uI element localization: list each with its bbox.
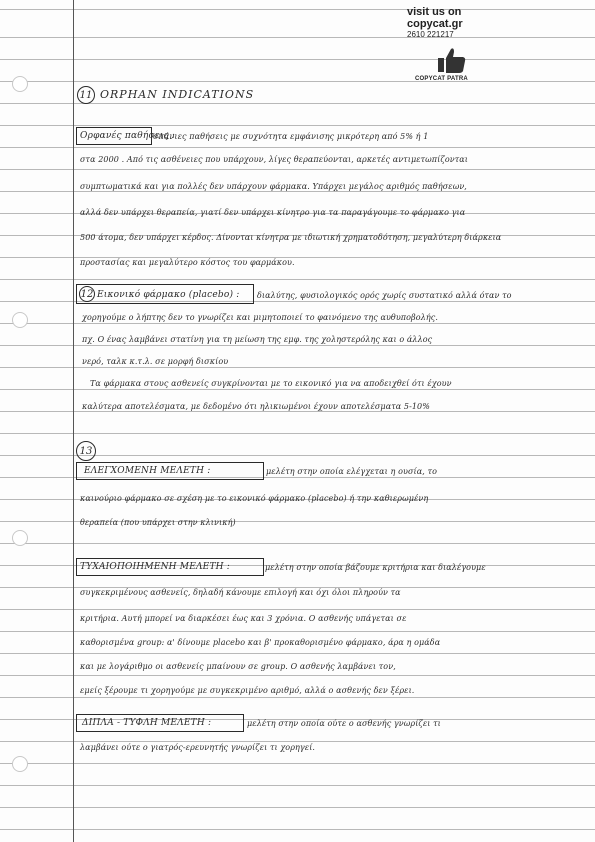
heading-double-blind-study: ΔΙΠΛΑ - ΤΥΦΛΗ ΜΕΛΕΤΗ :	[82, 718, 212, 728]
placebo-line-2: χορηγούμε ο λήπτης δεν το γνωρίζει και μιμητοποιεί το φαινόμενο της αυθυποβολής.	[82, 313, 438, 322]
section-title-orphan-indications: ORPHAN INDICATIONS	[100, 88, 255, 101]
placebo-line-4: νερό, ταλκ κ.τ.λ. σε μορφή δισκίου	[82, 357, 229, 366]
heading-randomized-study: ΤΥΧΑΙΟΠΟΙΗΜΕΝΗ ΜΕΛΕΤΗ :	[80, 562, 230, 572]
copycat-stamp	[407, 6, 527, 82]
random-line-3: κριτήρια. Αυτή μπορεί να διαρκέσει έως και 3 χρόνια. Ο ασθενής υπάγεται σε	[80, 614, 407, 623]
random-line-4: καθορισμένα group: α' δίνουμε placebo και β' προκαθορισμένο φάρμακο, άρα η ομάδα	[80, 638, 441, 647]
orphan-line-6: προστασίας και μεγαλύτερο κόστος του φαρμάκου.	[80, 258, 295, 267]
section-number-11: 11	[77, 86, 95, 104]
punch-hole	[12, 530, 28, 546]
orphan-line-1: σπάνιες παθήσεις με συχνότητα εμφάνισης μικρότερη από 5% ή 1	[153, 132, 429, 141]
double-blind-line-2: λαμβάνει ούτε ο γιατρός-ερευνητής γνωρίζει τι χορηγεί.	[80, 743, 316, 752]
stamp-site-text: copycat.gr	[407, 18, 463, 30]
heading-controlled-study: ΕΛΕΓΧΟΜΕΝΗ ΜΕΛΕΤΗ :	[84, 466, 211, 476]
orphan-line-4: αλλά δεν υπάρχει θεραπεία, γιατί δεν υπάρχει κίνητρο για τα παραγάγουμε το φάρμακο για	[80, 208, 466, 217]
heading-orphan-diseases: Ορφανές παθήσεις :	[80, 131, 176, 141]
section-number-12: 12	[79, 286, 95, 302]
random-line-2: συγκεκριμένους ασθενείς, δηλαδή κάνουμε επιλογή και όχι όλοι πληρούν τα	[80, 588, 401, 597]
random-line-5: και με λογάριθμο οι ασθενείς μπαίνουν σε group. Ο ασθενής λαμβάνει τον,	[80, 662, 396, 671]
punch-hole	[12, 76, 28, 92]
section-number-13: 13	[76, 441, 96, 461]
random-line-1: μελέτη στην οποία βάζουμε κριτήρια και διαλέγουμε	[265, 563, 486, 572]
placebo-line-6: καλύτερα αποτελέσματα, με δεδομένο ότι ηλικιωμένοι έχουν αποτελέσματα 5-10%	[82, 402, 430, 411]
orphan-line-2: στα 2000 . Από τις ασθένειες που υπάρχουν, λίγες θεραπεύονται, αρκετές αντιμετωπίζονται	[80, 155, 468, 164]
placebo-line-1: διαλύτης, φυσιολογικός ορός χωρίς συστατικό αλλά όταν το	[257, 291, 512, 300]
orphan-line-3: συμπτωματικά και για πολλές δεν υπάρχουν φάρμακα. Υπάρχει μεγάλος αριθμός παθήσεων,	[80, 182, 467, 191]
thumbs-up-icon	[437, 46, 467, 74]
orphan-line-5: 500 άτομα, δεν υπάρχει κέρδος. Δίνονται κίνητρα με ιδιωτική χρηματοδότηση, μεγαλύτερη διάρκεια	[80, 233, 502, 242]
random-line-6: εμείς ξέρουμε τι χορηγούμε με συγκεκριμένο αριθμό, αλλά ο ασθενής δεν ξέρει.	[80, 686, 415, 695]
stamp-visit-text: visit us on	[407, 6, 462, 18]
margin-line	[73, 0, 74, 842]
punch-hole	[12, 312, 28, 328]
punch-hole	[12, 756, 28, 772]
placebo-line-3: πχ. Ο ένας λαμβάνει στατίνη για τη μείωση της εμφ. της χοληστερόλης και ο άλλος	[82, 335, 433, 344]
stamp-caption: COPYCAT PATRA	[415, 76, 468, 82]
double-blind-line-1: μελέτη στην οποία ούτε ο ασθενής γνωρίζει τι	[247, 719, 441, 728]
controlled-line-2: καινούριο φάρμακο σε σχέση με το εικονικό φάρμακο (placebo) ή την καθιερωμένη	[80, 494, 429, 503]
stamp-phone-text: 2610 221217	[407, 30, 454, 39]
placebo-line-5: Τα φάρμακα στους ασθενείς συγκρίνονται με το εικονικό για να αποδειχθεί ότι έχουν	[90, 379, 452, 388]
controlled-line-3: θεραπεία (που υπάρχει στην κλινική)	[80, 518, 236, 527]
heading-placebo: Εικονικό φάρμακο (placebo) :	[97, 290, 240, 300]
controlled-line-1: μελέτη στην οποία ελέγχεται η ουσία, το	[266, 467, 438, 476]
